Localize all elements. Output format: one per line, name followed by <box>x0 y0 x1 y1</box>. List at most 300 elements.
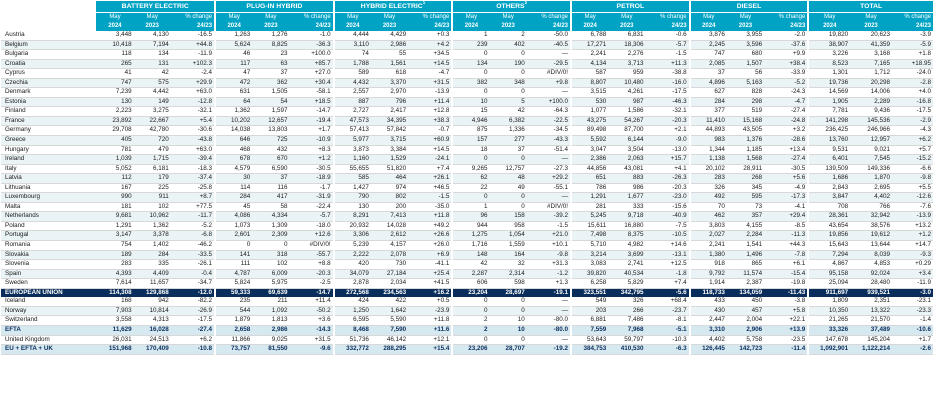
country-name: Sweden <box>1 279 96 289</box>
cell-value: 167 <box>96 183 133 193</box>
cell-value: 1,309 <box>252 221 289 231</box>
cell-value: 6,144 <box>608 136 645 146</box>
cell-value: 189 <box>96 250 133 260</box>
cell-value: 44,856 <box>571 164 608 174</box>
month-header: May <box>727 13 764 23</box>
cell-value: +12.5 <box>645 260 689 270</box>
table-row <box>1 221 934 231</box>
cell-value: 4,393 <box>96 269 133 279</box>
cell-value: +8.8 <box>289 260 333 270</box>
cell-value: 26,031 <box>96 335 133 345</box>
cell-value: 2,241 <box>690 241 727 251</box>
cell-value: 708 <box>808 202 850 212</box>
change-header: % change <box>892 13 934 23</box>
cell-value: 22,667 <box>134 116 171 126</box>
month-header: May <box>371 13 408 23</box>
year-header: 2023 <box>850 22 892 31</box>
cell-value: 3,226 <box>808 50 850 60</box>
cell-value: 424 <box>334 297 371 306</box>
cell-value: 1 <box>452 31 489 40</box>
cell-value: 13,760 <box>808 136 850 146</box>
cell-value: 4,261 <box>608 88 645 98</box>
cell-value: 19,612 <box>850 231 892 241</box>
cell-value: 4,402 <box>850 193 892 203</box>
cell-value: +102.3 <box>171 59 215 69</box>
table-row <box>1 155 934 165</box>
cell-value: 23,204 <box>452 288 489 297</box>
country-name: Denmark <box>1 88 96 98</box>
cell-value: 1,642 <box>371 306 408 316</box>
cell-value: 1,092,901 <box>808 345 850 355</box>
cell-value: +21.0 <box>527 231 571 241</box>
cell-value: 627 <box>690 88 727 98</box>
cell-value: -10.5 <box>645 231 689 241</box>
cell-value: 37 <box>252 174 289 184</box>
cell-value: +5.6 <box>764 174 808 184</box>
cell-value: 0 <box>490 69 527 79</box>
cell-value: -1.2 <box>527 269 571 279</box>
cell-value: 28,911 <box>727 164 764 174</box>
cell-value: 9,792 <box>690 269 727 279</box>
cell-value: #DIV/0! <box>527 69 571 79</box>
cell-value: 944 <box>452 221 489 231</box>
cell-value: -38.8 <box>645 69 689 79</box>
table-row <box>1 335 934 345</box>
cell-value: 333 <box>608 202 645 212</box>
table-row <box>1 269 934 279</box>
cell-value: -17.5 <box>171 316 215 326</box>
cell-value: 589 <box>334 69 371 79</box>
cell-value: -27.4 <box>171 325 215 335</box>
cell-value: -9.8 <box>892 174 934 184</box>
cell-value: 0 <box>490 88 527 98</box>
cell-value: 1,077 <box>571 107 608 117</box>
cell-value: +1.2 <box>892 231 934 241</box>
cell-value: 3,147 <box>96 231 133 241</box>
cell-value: +31.5 <box>408 78 452 88</box>
cell-value: — <box>527 88 571 98</box>
cell-value: +44.3 <box>764 241 808 251</box>
cell-value: 15 <box>452 107 489 117</box>
cell-value: -50.0 <box>527 31 571 40</box>
cell-value: 875 <box>452 126 489 136</box>
cell-value: 6,009 <box>252 269 289 279</box>
cell-value: -13.0 <box>645 145 689 155</box>
cell-value: 1,716 <box>452 241 489 251</box>
cell-value: 1 <box>452 202 489 212</box>
cell-value: 28,697 <box>490 288 527 297</box>
cell-value: 0 <box>452 50 489 60</box>
cell-value: -12.8 <box>171 97 215 107</box>
cell-value: 1,586 <box>608 107 645 117</box>
cell-value: +63.0 <box>171 145 215 155</box>
cell-value: -17.5 <box>645 88 689 98</box>
cell-value: 2,447 <box>690 316 727 326</box>
cell-value: 332,772 <box>334 345 371 355</box>
cell-value: 57,413 <box>334 126 371 136</box>
cell-value: 6,881 <box>571 316 608 326</box>
cell-value: 958 <box>490 221 527 231</box>
cell-value: -8.5 <box>764 221 808 231</box>
table-row <box>1 288 934 297</box>
cell-value: 3,275 <box>134 107 171 117</box>
cell-value: 450 <box>727 297 764 306</box>
cell-value: 2,878 <box>334 279 371 289</box>
cell-value: 32,942 <box>850 212 892 222</box>
cell-value: -0.6 <box>645 31 689 40</box>
cell-value: 6,831 <box>608 31 645 40</box>
cell-value: 342,795 <box>608 288 645 297</box>
cell-value: 15,643 <box>808 241 850 251</box>
cell-value: 246,966 <box>850 126 892 136</box>
cell-value: 8,825 <box>252 40 289 50</box>
cell-value: 16,880 <box>608 221 645 231</box>
cell-value: +30.4 <box>289 78 333 88</box>
cell-value: +29.2 <box>527 174 571 184</box>
country-name: Portugal <box>1 231 96 241</box>
cell-value: -29.5 <box>527 59 571 69</box>
table-row <box>1 174 934 184</box>
cell-value: -24.1 <box>408 155 452 165</box>
cell-value: 942 <box>134 297 171 306</box>
cell-value: +3.2 <box>764 126 808 136</box>
cell-value: -22.5 <box>527 116 571 126</box>
cell-value: 1,559 <box>490 241 527 251</box>
cell-value: -11.9 <box>171 50 215 60</box>
cell-value: -25.8 <box>171 183 215 193</box>
table-row <box>1 250 934 260</box>
cell-value: 10,480 <box>608 78 645 88</box>
cell-value: 0 <box>252 241 289 251</box>
cell-value: 766 <box>850 202 892 212</box>
cell-value: -16.0 <box>645 78 689 88</box>
cell-value: +5.8 <box>764 306 808 316</box>
cell-value: 3,110 <box>334 40 371 50</box>
cell-value: 96 <box>452 212 489 222</box>
cell-value: 4,429 <box>371 31 408 40</box>
cell-value: -18.3 <box>171 164 215 174</box>
cell-value: 0 <box>452 69 489 79</box>
cell-value: +0.29 <box>892 260 934 270</box>
cell-value: -0.7 <box>408 126 452 136</box>
cell-value: -28.6 <box>764 136 808 146</box>
cell-value: -64.3 <box>527 107 571 117</box>
cell-value: -34.7 <box>171 279 215 289</box>
cell-value: 5 <box>490 97 527 107</box>
cell-value: -23.1 <box>892 297 934 306</box>
cell-value: 5,977 <box>334 136 371 146</box>
country-name: Austria <box>1 31 96 40</box>
cell-value: 5,052 <box>96 164 133 174</box>
cell-value: 42 <box>452 260 489 270</box>
cell-value: 3,596 <box>727 40 764 50</box>
cell-value: -13.9 <box>892 212 934 222</box>
cell-value: +4.2 <box>408 40 452 50</box>
cell-value: 69,639 <box>252 288 289 297</box>
cell-value: -2.5 <box>289 279 333 289</box>
cell-value: 33,326 <box>808 325 850 335</box>
cell-value: -33.9 <box>764 69 808 79</box>
cell-value: -58.1 <box>289 88 333 98</box>
cell-value: 21,570 <box>850 316 892 326</box>
corner-cell <box>1 1 96 13</box>
country-name: Slovakia <box>1 250 96 260</box>
cell-value: 44,893 <box>690 126 727 136</box>
cell-value: -5.7 <box>645 40 689 50</box>
cell-value: 288,295 <box>371 345 408 355</box>
cell-value: +100.0 <box>527 97 571 107</box>
table-row <box>1 231 934 241</box>
cell-value: 678 <box>215 155 252 165</box>
cell-value: 268 <box>727 174 764 184</box>
country-name: Malta <box>1 202 96 212</box>
country-name: Spain <box>1 269 96 279</box>
cell-value: — <box>527 155 571 165</box>
cell-value: 3,214 <box>571 250 608 260</box>
cell-value: 20,932 <box>334 221 371 231</box>
cell-value: 10,814 <box>134 306 171 316</box>
cell-value: 131 <box>134 59 171 69</box>
cell-value: -55.1 <box>527 183 571 193</box>
table-row <box>1 50 934 60</box>
cell-value: 1,160 <box>334 155 371 165</box>
cell-value: 1,275 <box>452 231 489 241</box>
cell-value: 468 <box>215 145 252 155</box>
cell-value: 10,418 <box>96 40 133 50</box>
cell-value: 3,083 <box>571 260 608 270</box>
cell-value: 8,807 <box>571 78 608 88</box>
cell-value: 1,054 <box>490 231 527 241</box>
cell-value: 28,361 <box>808 212 850 222</box>
cell-value: 3,504 <box>608 145 645 155</box>
cell-value: 618 <box>371 69 408 79</box>
cell-value: 4,134 <box>571 59 608 69</box>
cell-value: 41,359 <box>850 40 892 50</box>
cell-value: -10.9 <box>289 136 333 146</box>
cell-value: 1,250 <box>334 306 371 316</box>
cell-value: +26.1 <box>408 174 452 184</box>
cell-value: 49 <box>490 183 527 193</box>
cell-value: -2.4 <box>171 69 215 79</box>
cell-value: 6,258 <box>571 279 608 289</box>
cell-value: -7.6 <box>892 202 934 212</box>
group-header: DIESEL <box>690 1 809 13</box>
cell-value: 11,657 <box>134 279 171 289</box>
cell-value: 2,986 <box>252 325 289 335</box>
cell-value: 585 <box>334 174 371 184</box>
cell-value: -31.9 <box>289 193 333 203</box>
cell-value: 420 <box>334 260 371 270</box>
cell-value: -30.5 <box>764 164 808 174</box>
cell-value: 5,163 <box>727 78 764 88</box>
cell-value: +6.9 <box>408 250 452 260</box>
cell-value: -37.6 <box>764 40 808 50</box>
cell-value: 18,306 <box>608 40 645 50</box>
cell-value: 40,534 <box>608 269 645 279</box>
cell-value: +8.7 <box>171 193 215 203</box>
cell-value: 0 <box>452 297 489 306</box>
country-name: Czechia <box>1 78 96 88</box>
cell-value: 55,655 <box>334 164 371 174</box>
cell-value: 1,905 <box>808 97 850 107</box>
table-row <box>1 241 934 251</box>
cell-value: 4,086 <box>215 212 252 222</box>
cell-value: 6,401 <box>808 155 850 165</box>
cell-value: -7.5 <box>645 221 689 231</box>
table-row <box>1 78 934 88</box>
cell-value: -35.0 <box>408 202 452 212</box>
cell-value: +63.0 <box>171 88 215 98</box>
cell-value: 5,590 <box>371 316 408 326</box>
country-name: Germany <box>1 126 96 136</box>
cell-value: 1,336 <box>490 126 527 136</box>
table-row <box>1 145 934 155</box>
cell-value: 464 <box>371 174 408 184</box>
cell-value: -7.8 <box>764 250 808 260</box>
cell-value: 7,545 <box>850 155 892 165</box>
cell-value: 298 <box>727 97 764 107</box>
country-name: Hungary <box>1 145 96 155</box>
group-header: PETROL <box>571 1 690 13</box>
cell-value: — <box>527 335 571 345</box>
cell-value: 235 <box>215 297 252 306</box>
cell-value: 384,753 <box>571 345 608 355</box>
cell-value: 7,590 <box>371 325 408 335</box>
cell-value: 142,723 <box>727 345 764 355</box>
cell-value: — <box>527 50 571 60</box>
cell-value: -27.4 <box>764 107 808 117</box>
cell-value: 911 <box>134 193 171 203</box>
cell-value: 56 <box>727 69 764 79</box>
cell-value: 362 <box>252 78 289 88</box>
cell-value: 10,350 <box>808 306 850 316</box>
cell-value: 1,263 <box>215 31 252 40</box>
cell-value: -37.4 <box>171 174 215 184</box>
cell-value: 2,387 <box>727 279 764 289</box>
cell-value: 6,590 <box>252 164 289 174</box>
cell-value: -3.9 <box>892 31 934 40</box>
cell-value: 5,245 <box>571 212 608 222</box>
cell-value: -22.4 <box>289 202 333 212</box>
cell-value: 58 <box>252 202 289 212</box>
cell-value: 59,333 <box>215 288 252 297</box>
table-row <box>1 126 934 136</box>
cell-value: 102 <box>134 202 171 212</box>
cell-value: -1.7 <box>289 183 333 193</box>
cell-value: -4.9 <box>764 183 808 193</box>
cell-value: -14.7 <box>289 107 333 117</box>
cell-value: +1.7 <box>289 126 333 136</box>
cell-value: 595 <box>727 193 764 203</box>
cell-value: 2,078 <box>371 250 408 260</box>
cell-value: 3,955 <box>727 31 764 40</box>
cell-value: +4.1 <box>645 164 689 174</box>
cell-value: -15.4 <box>764 269 808 279</box>
cell-value: 30 <box>215 174 252 184</box>
cell-value: 73,757 <box>215 345 252 355</box>
cell-value: 164 <box>490 250 527 260</box>
table-row <box>1 306 934 316</box>
cell-value: 781 <box>96 145 133 155</box>
cell-value: -6.6 <box>892 164 934 174</box>
country-name: United Kingdom <box>1 335 96 345</box>
cell-value: -1.5 <box>408 193 452 203</box>
cell-value: 1,541 <box>727 241 764 251</box>
cell-value: 2,658 <box>215 325 252 335</box>
country-name: Switzerland <box>1 316 96 326</box>
cell-value: 145,204 <box>850 335 892 345</box>
month-header: May <box>690 13 727 23</box>
change-years-header: 24/23 <box>892 22 934 31</box>
cell-value: 272,568 <box>334 288 371 297</box>
month-header: May <box>490 13 527 23</box>
year-header: 2024 <box>96 22 133 31</box>
cell-value: +5.7 <box>892 145 934 155</box>
cell-value: -11.43 <box>764 288 808 297</box>
cell-value: 4,157 <box>371 241 408 251</box>
cell-value: 433 <box>690 297 727 306</box>
table-row <box>1 297 934 306</box>
cell-value: 2,034 <box>371 279 408 289</box>
cell-value: -26.3 <box>645 174 689 184</box>
cell-value: 959 <box>608 69 645 79</box>
cell-value: 29,708 <box>96 126 133 136</box>
cell-value: 5,975 <box>252 279 289 289</box>
cell-value: +27.0 <box>289 69 333 79</box>
country-name: EFTA <box>1 325 96 335</box>
table-row <box>1 136 934 146</box>
cell-value: +85.7 <box>289 59 333 69</box>
cell-value: +11.8 <box>408 316 452 326</box>
cell-value: 4,787 <box>215 269 252 279</box>
change-header: % change <box>289 13 333 23</box>
cell-value: 37 <box>252 69 289 79</box>
cell-value: 43,654 <box>808 221 850 231</box>
cell-value: 1,380 <box>690 250 727 260</box>
country-name: Bulgaria <box>1 50 96 60</box>
cell-value: -16.5 <box>171 31 215 40</box>
cell-value: 2,601 <box>215 231 252 241</box>
cell-value: 747 <box>690 50 727 60</box>
cell-value: 47 <box>215 69 252 79</box>
year-header: 2023 <box>727 22 764 31</box>
cell-value: -40.5 <box>527 40 571 50</box>
month-header: May <box>96 13 133 23</box>
cell-value: 21,265 <box>808 316 850 326</box>
cell-value: 4,155 <box>727 221 764 231</box>
cell-value: 111 <box>215 260 252 270</box>
cell-value: 2,309 <box>252 231 289 241</box>
cell-value: 10,962 <box>134 212 171 222</box>
table-row <box>1 183 934 193</box>
cell-value: 48 <box>490 174 527 184</box>
cell-value: +7.4 <box>645 279 689 289</box>
cell-value: 2,004 <box>727 316 764 326</box>
cell-value: 11,410 <box>690 116 727 126</box>
table-row <box>1 59 934 69</box>
cell-value: -20.3 <box>645 183 689 193</box>
change-header: % change <box>645 13 689 23</box>
cell-value: -80.0 <box>527 325 571 335</box>
country-name: France <box>1 116 96 126</box>
country-name: Poland <box>1 221 96 231</box>
cell-value: 3,310 <box>690 325 727 335</box>
cell-value: -11.3 <box>764 231 808 241</box>
cell-value: -17.5 <box>892 107 934 117</box>
cell-value: 0 <box>490 202 527 212</box>
cell-value: 168 <box>96 297 133 306</box>
cell-value: +3.4 <box>892 269 934 279</box>
